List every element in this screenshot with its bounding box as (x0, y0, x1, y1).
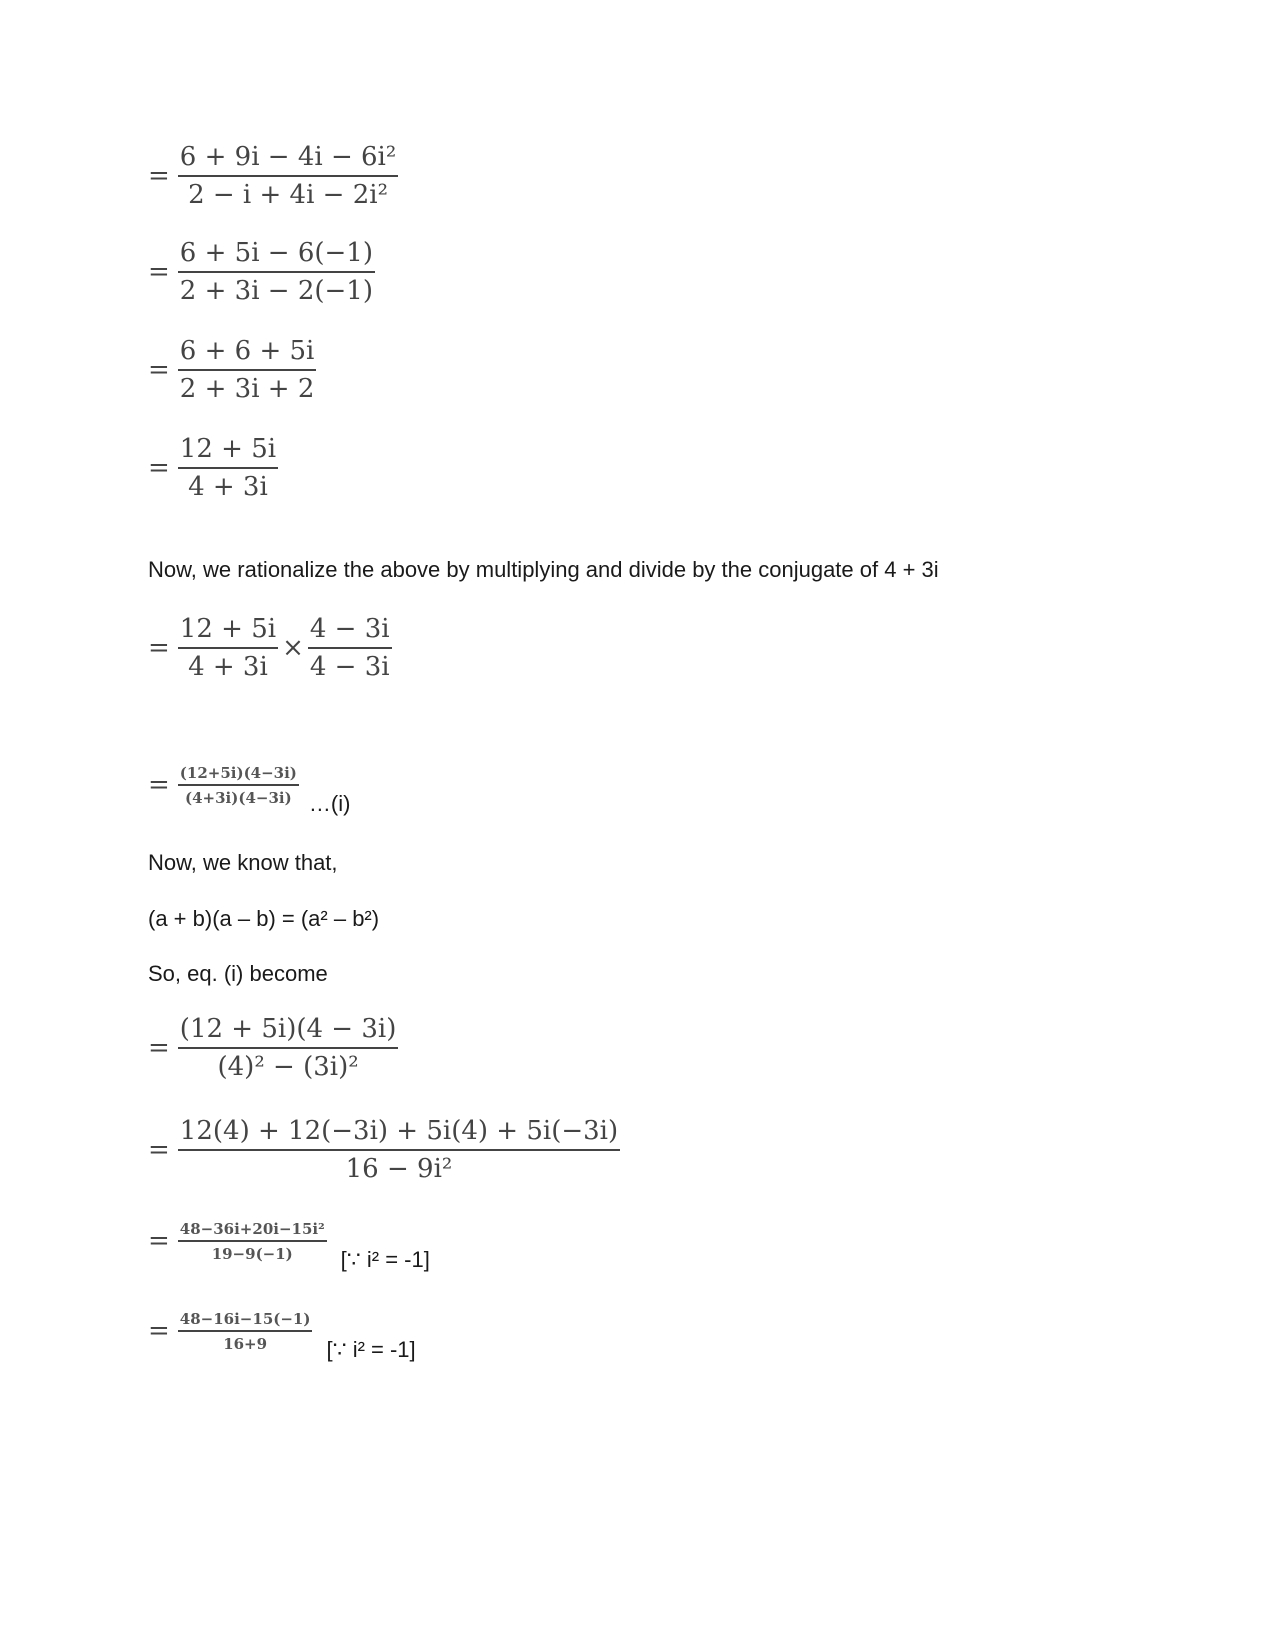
fraction (178, 238, 375, 306)
fraction (178, 336, 317, 404)
identity-formula: (a + b)(a – b) = (a² – b²) (148, 906, 380, 931)
equals-sign: = (148, 632, 170, 663)
fraction (178, 1116, 620, 1184)
fraction (178, 1220, 327, 1263)
denominator: 2 + 3i − 2(−1) (179, 275, 373, 306)
denominator: 4 + 3i (188, 651, 268, 682)
denominator: (4+3i)(4−3i) (185, 788, 292, 807)
fraction-left (178, 614, 278, 682)
equals-sign: = (148, 1032, 170, 1063)
numerator: 48−36i+20i−15i² (179, 1220, 325, 1238)
denominator: 2 + 3i + 2 (179, 373, 315, 404)
numerator: 6 + 5i − 6(−1) (179, 238, 373, 268)
equals-sign: = (148, 256, 170, 287)
numerator: 12(4) + 12(−3i) + 5i(4) + 5i(−3i) (179, 1116, 619, 1146)
numerator: 4 − 3i (309, 614, 390, 644)
denominator: 16 − 9i² (345, 1153, 453, 1184)
equation-step-i (148, 764, 351, 816)
equals-sign: = (148, 452, 170, 483)
numerator: 6 + 9i − 4i − 6i² (179, 142, 397, 172)
equals-sign: = (148, 354, 170, 385)
equation-step-3 (148, 336, 316, 404)
fraction-right (308, 614, 392, 682)
times-sign: × (282, 632, 304, 663)
numerator: 12 + 5i (179, 434, 277, 464)
equals-sign: = (148, 770, 170, 801)
denominator: 4 − 3i (309, 651, 390, 682)
equation-step-2 (148, 238, 375, 306)
equation-step-a (148, 1014, 398, 1082)
equation-product (148, 614, 392, 682)
numerator: 6 + 6 + 5i (179, 336, 315, 366)
numerator: 12 + 5i (179, 614, 277, 644)
fraction (178, 142, 398, 210)
fraction (178, 1310, 313, 1353)
numerator: (12+5i)(4−3i) (179, 764, 297, 782)
denominator: 19−9(−1) (211, 1244, 293, 1263)
fraction (178, 764, 299, 807)
equation-step-1 (148, 142, 398, 210)
equation-step-b (148, 1116, 620, 1184)
equation-step-d (148, 1310, 416, 1362)
denominator: 16+9 (223, 1334, 268, 1353)
denominator: 4 + 3i (188, 471, 268, 502)
equals-sign: = (148, 160, 170, 191)
fraction (178, 434, 278, 502)
numerator: (12 + 5i)(4 − 3i) (179, 1014, 397, 1044)
equals-sign: = (148, 1134, 170, 1165)
equation-label: …(i) (308, 790, 351, 816)
denominator: (4)² − (3i)² (217, 1051, 359, 1082)
equation-step-c (148, 1220, 430, 1272)
reason-note: [∵ i² = -1] (326, 1336, 416, 1362)
paragraph-become: So, eq. (i) become (148, 961, 328, 986)
denominator: 2 − i + 4i − 2i² (188, 179, 389, 210)
paragraph-rationalize: Now, we rationalize the above by multiplying and divide by the conjugate of 4 + 3i (148, 557, 939, 582)
equals-sign: = (148, 1226, 170, 1257)
equation-step-4 (148, 434, 278, 502)
paragraph-know: Now, we know that, (148, 850, 338, 875)
equals-sign: = (148, 1316, 170, 1347)
numerator: 48−16i−15(−1) (179, 1310, 311, 1328)
reason-note: [∵ i² = -1] (340, 1246, 430, 1272)
fraction (178, 1014, 399, 1082)
